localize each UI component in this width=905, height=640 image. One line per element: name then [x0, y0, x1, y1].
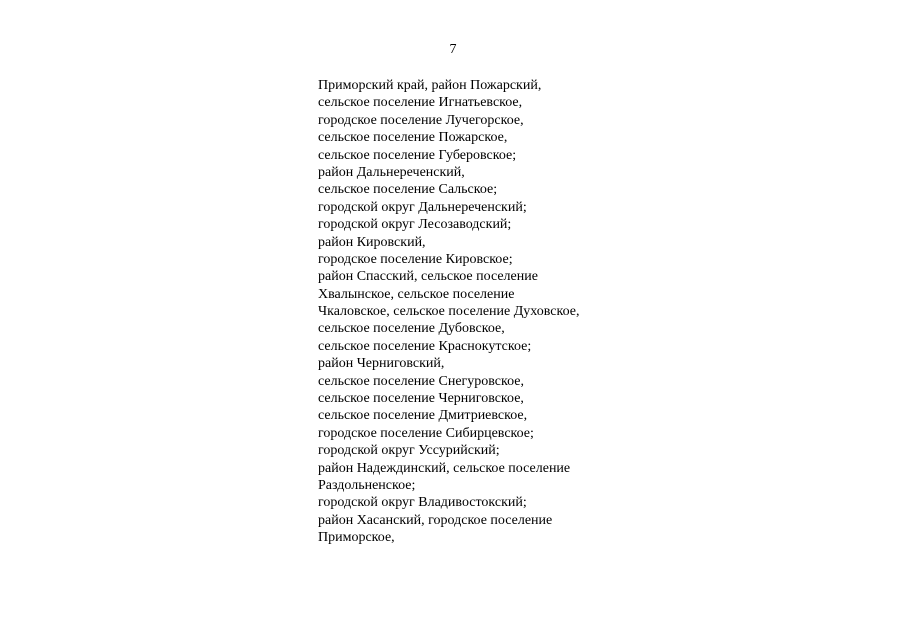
text-line: Чкаловское, сельское поселение Духовское,	[318, 304, 580, 320]
text-line: сельское поселение Сальское;	[318, 182, 498, 198]
text-line: городской округ Уссурийский;	[318, 443, 500, 459]
text-line: район Спасский, сельское поселение	[318, 269, 538, 285]
text-line: Раздольненское;	[318, 477, 416, 493]
text-line: городское поселение Сибирцевское;	[318, 425, 534, 441]
text-line: городское поселение Лучегорское,	[318, 112, 524, 128]
text-line: район Хасанский, городское поселение	[318, 512, 553, 528]
text-line: сельское поселение Игнатьевское,	[318, 95, 523, 111]
text-line: район Черниговский,	[318, 356, 445, 372]
text-line: сельское поселение Дмитриевское,	[318, 408, 528, 424]
text-line: район Надеждинский, сельское поселение	[318, 460, 571, 476]
text-line: сельское поселение Краснокутское;	[318, 338, 532, 354]
text-line: сельское поселение Губеровское;	[318, 147, 517, 163]
text-line: Приморский край, район Пожарский,	[318, 78, 542, 93]
text-line: городское поселение Кировское;	[318, 251, 513, 267]
text-line: район Дальнереченский,	[318, 164, 465, 180]
text-line: сельское поселение Пожарское,	[318, 130, 508, 146]
text-line: городской округ Лесозаводский;	[318, 217, 512, 233]
text-line: Хвалынское, сельское поселение	[318, 286, 515, 302]
territory-list	[318, 77, 618, 547]
text-line: городской округ Владивостокский;	[318, 495, 527, 511]
page-number: 7	[449, 42, 457, 57]
text-line: сельское поселение Дубовское,	[318, 321, 505, 337]
text-line: сельское поселение Снегуровское,	[318, 373, 525, 389]
text-line: городской округ Дальнереченский;	[318, 199, 527, 215]
text-line: Приморское,	[318, 530, 395, 546]
text-line: район Кировский,	[318, 234, 426, 250]
text-line: сельское поселение Черниговское,	[318, 391, 524, 407]
